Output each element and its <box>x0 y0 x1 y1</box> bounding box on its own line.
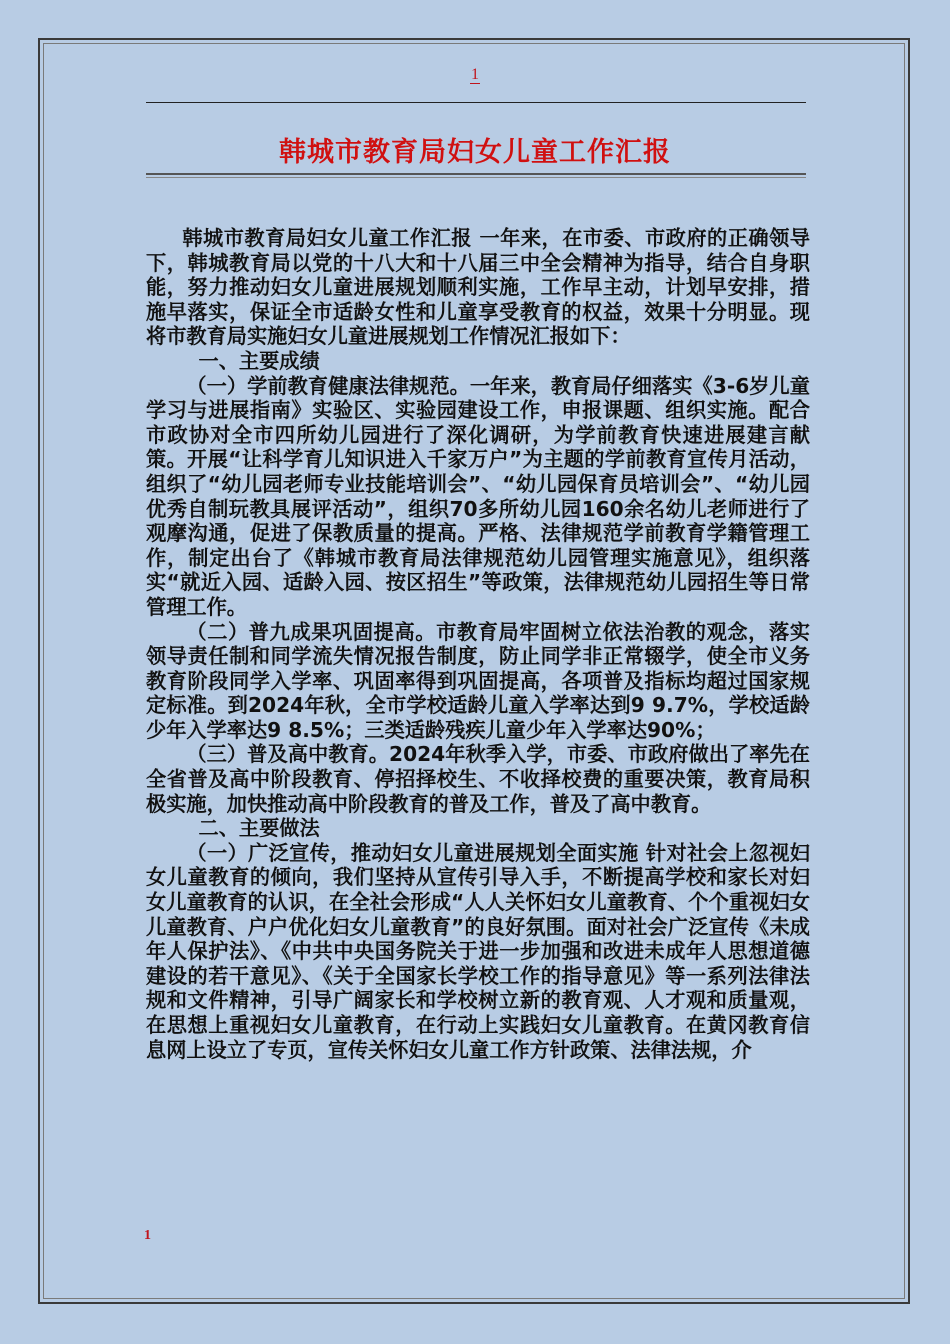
footer-page-number: 1 <box>144 1228 151 1243</box>
title-rule <box>146 173 806 175</box>
paragraph-preschool: （一）学前教育健康法律规范。一年来，教育局仔细落实《3-6岁儿童学习与进展指南》实验区、实验园建设工作，申报课题、组织实施。配合市政协对全市四所幼儿园进行了深化调研，为学前教育快速进展建言献策。开展“让科学育儿知识进入千家万户”为主题的学前教育宣传月活动，组织了“幼儿园老师专业技能培训会”、“幼儿园保育员培训会”、“幼儿园优秀自制玩教具展评活动”，组织70多所幼儿园160余名幼儿老师进行了观摩沟通，促进了保教质量的提高。严格、法律规范学前教育学籍管理工作，制定出台了《韩城市教育局法律规范幼儿园管理实施意见》，组织落实“就近入园、适龄入园、按区招生”等政策，法律规范幼儿园招生等日常管理工作。 <box>146 373 810 619</box>
title-rule-thin <box>146 177 806 178</box>
section-heading-methods: 二、主要做法 <box>198 816 320 841</box>
document-title: 韩城市教育局妇女儿童工作汇报 <box>279 137 671 168</box>
header-rule <box>146 102 806 103</box>
paragraph-compulsory: （二）普九成果巩固提高。市教育局牢固树立依法治教的观念，落实领导责任制和同学流失情况报告制度，防止同学非正常辍学，使全市义务教育阶段同学入学率、巩固率得到巩固提高，各项普及指标均超过国家规定标准。到2024年秋，全市学校适龄儿童入学率达到9 9.7%，学校适龄少年入学率达9 8.5%；三类适龄残疾儿童少年入学率达90%； <box>146 619 810 742</box>
section-heading-achievements: 一、主要成绩 <box>198 348 320 373</box>
paragraph-highschool: （三）普及高中教育。2024年秋季入学，市委、市政府做出了率先在全省普及高中阶段教育、停招择校生、不收择校费的重要决策，教育局积极实施，加快推动高中阶段教育的普及工作，普及了高中教育。 <box>146 742 810 816</box>
document-body <box>146 226 810 1062</box>
intro-paragraph: 韩城市教育局妇女儿童工作汇报 一年来，在市委、市政府的正确领导下，韩城教育局以党的十八大和十八届三中全会精神为指导，结合自身职能，努力推动妇女儿童进展规划顺利实施，工作早主动，计划早安排，措施早落实，保证全市适龄女性和儿童享受教育的权益，效果十分明显。现将市教育局实施妇女儿童进展规划工作情况汇报如下： <box>146 226 810 349</box>
paragraph-publicity: （一）广泛宣传，推动妇女儿童进展规划全面实施 针对社会上忽视妇女儿童教育的倾向，我们坚持从宣传引导入手，不断提高学校和家长对妇女儿童教育的认识，在全社会形成“人人关怀妇女儿童教育、个个重视妇女儿童教育、户户优化妇女儿童教育”的良好氛围。面对社会广泛宣传《未成年人保护法》、《中共中央国务院关于进一步加强和改进未成年人思想道德建设的若干意见》、《关于全国家长学校工作的指导意见》等一系列法律法规和文件精神，引导广阔家长和学校树立新的教育观、人才观和质量观，在思想上重视妇女儿童教育，在行动上实践妇女儿童教育。在黄冈教育信息网上设立了专页，宣传关怀妇女儿童工作方针政策、法律法规，介 <box>146 840 810 1062</box>
header-page-number: 1 <box>471 66 479 83</box>
